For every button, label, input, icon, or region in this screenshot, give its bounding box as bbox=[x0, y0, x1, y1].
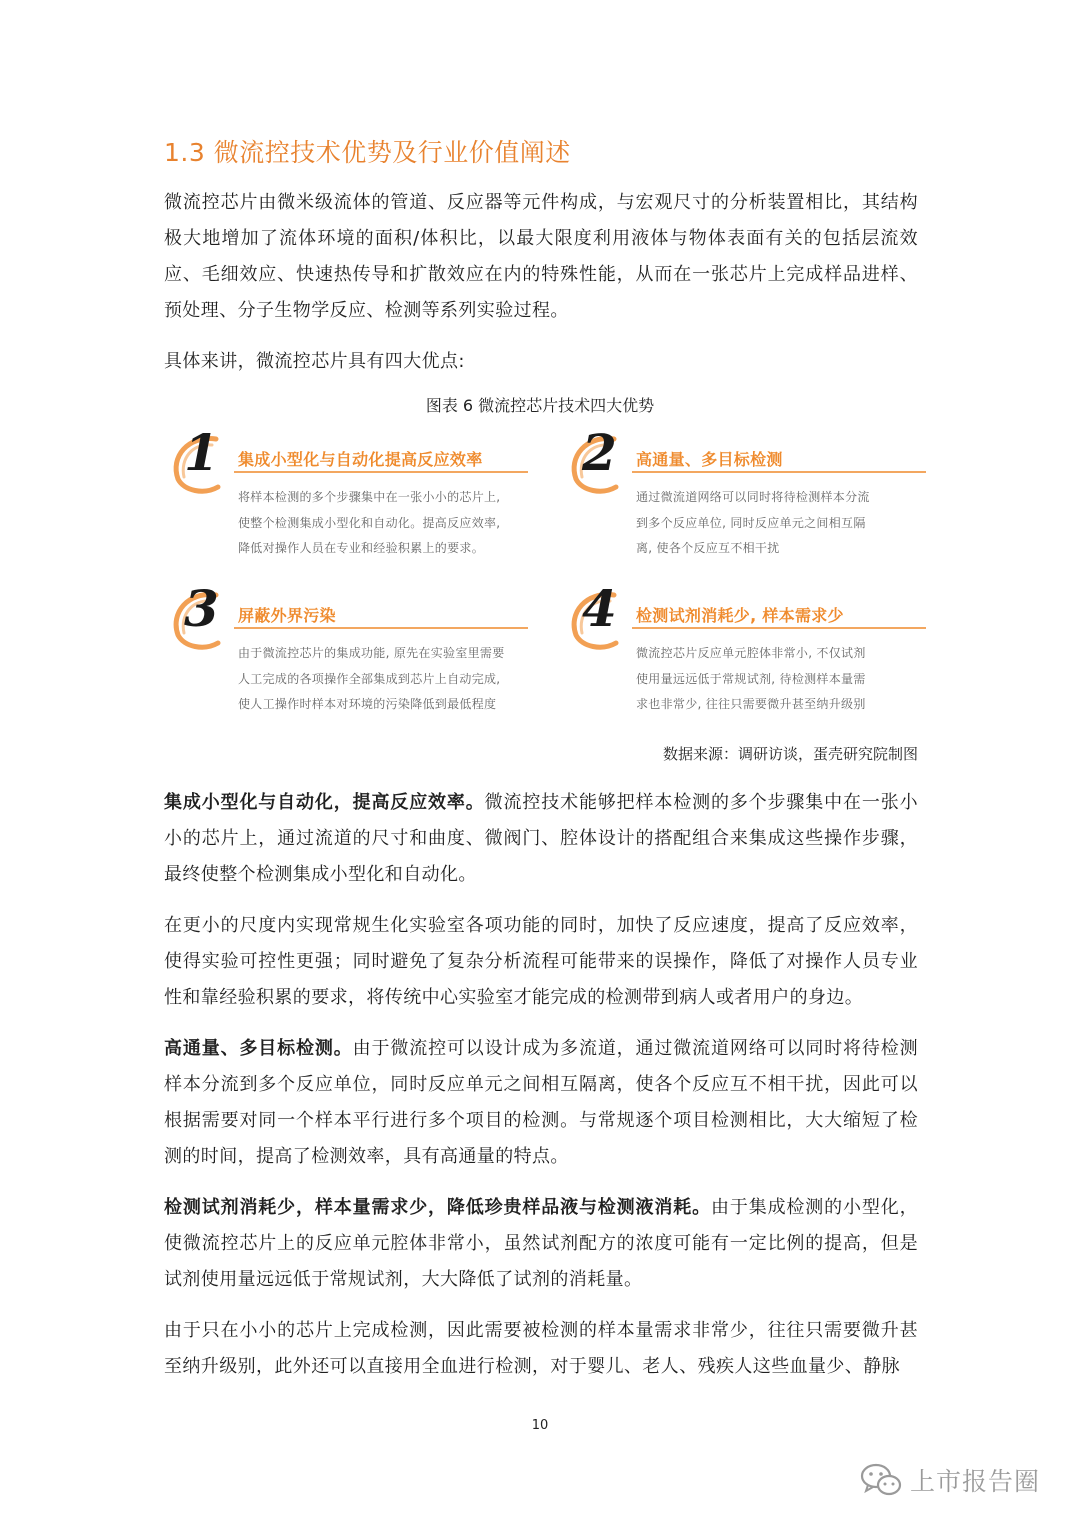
desc-line: 到多个反应单位, 同时反应单元之间相互隔 bbox=[636, 515, 866, 530]
watermark-text: 上市报告圈 bbox=[910, 1467, 1041, 1496]
item-number: 4 bbox=[582, 579, 617, 638]
item-number: 3 bbox=[184, 579, 219, 638]
advantage-item-1 bbox=[168, 423, 538, 567]
desc-line: 微流控芯片反应单元腔体非常小, 不仅试剂 bbox=[636, 646, 866, 660]
desc-line: 人工完成的各项操作全部集成到芯片上自动完成, bbox=[238, 671, 501, 686]
body-paragraph bbox=[164, 785, 918, 893]
number-badge bbox=[168, 423, 230, 497]
figure-caption: 图表 6 微流控芯片技术四大优势 bbox=[425, 396, 655, 415]
item-number: 1 bbox=[184, 423, 219, 482]
item-title: 检测试剂消耗少, 样本需求少 bbox=[636, 606, 844, 625]
divider bbox=[632, 627, 926, 629]
body-paragraph bbox=[164, 1313, 918, 1385]
desc-line: 求也非常少, 往往只需要微升甚至纳升级别 bbox=[636, 697, 866, 711]
number-badge bbox=[566, 423, 628, 497]
desc-line: 通过微流道网络可以同时将待检测样本分流 bbox=[636, 490, 870, 504]
advantage-item-3 bbox=[168, 579, 538, 723]
advantage-item-4 bbox=[566, 579, 936, 723]
advantages-figure bbox=[164, 425, 924, 725]
paragraph-text: 由于只在小小的芯片上完成检测，因此需要被检测的样本量需求非常少，往往只需要微升甚至纳升级别，此外还可以直接用全血进行检测，对于婴儿、老人、残疾人这些血量少、静脉 bbox=[164, 1320, 918, 1377]
body-paragraph bbox=[164, 908, 918, 1016]
section-heading: 1.3 微流控技术优势及行业价值阐述 bbox=[164, 138, 571, 167]
item-description bbox=[238, 641, 530, 718]
body-paragraph bbox=[164, 1190, 918, 1298]
desc-line: 使人工操作时样本对环境的污染降低到最低程度 bbox=[238, 697, 497, 711]
body-paragraph bbox=[164, 1031, 918, 1175]
desc-line: 由于微流控芯片的集成功能, 原先在实验室里需要 bbox=[238, 646, 505, 660]
watermark bbox=[860, 1460, 1040, 1500]
intro-lead: 具体来讲，微流控芯片具有四大优点: bbox=[164, 351, 465, 372]
number-badge bbox=[566, 579, 628, 653]
divider bbox=[632, 471, 926, 473]
advantage-item-2 bbox=[566, 423, 936, 567]
paragraph-text: 微流控技术能够把样本检测的多个步骤集中在一张小小的芯片上，通过流道的尺寸和曲度、微阀门、腔体设计的搭配组合来集成这些操作步骤，最终使整个检测集成小型化和自动化。 bbox=[164, 792, 918, 885]
divider bbox=[234, 471, 528, 473]
intro-paragraph: 微流控芯片由微米级流体的管道、反应器等元件构成，与宏观尺寸的分析装置相比，其结构极大地增加了流体环境的面积/体积比，以最大限度利用液体与物体表面有关的包括层流效应、毛细效应、快速热传导和扩散效应在内的特殊性能，从而在一张芯片上完成样品进样、预处理、分子生物学反应、检测等系列实验过程。 bbox=[164, 192, 918, 321]
desc-line: 使整个检测集成小型化和自动化。提高反应效率, bbox=[238, 515, 501, 530]
paragraph-lead: 高通量、多目标检测。 bbox=[164, 1038, 353, 1059]
item-description bbox=[238, 485, 530, 562]
paragraph-text: 由于集成检测的小型化，使微流控芯片上的反应单元腔体非常小，虽然试剂配方的浓度可能有一定比例的提高，但是试剂使用量远远低于常规试剂，大大降低了试剂的消耗量。 bbox=[164, 1197, 918, 1290]
item-title: 高通量、多目标检测 bbox=[636, 450, 783, 469]
item-description bbox=[636, 485, 928, 562]
page-number: 10 bbox=[531, 1418, 549, 1433]
desc-line: 使用量远远低于常规试剂, 待检测样本量需 bbox=[636, 671, 866, 686]
item-title: 屏蔽外界污染 bbox=[238, 606, 336, 625]
desc-line: 将样本检测的多个步骤集中在一张小小的芯片上, bbox=[238, 490, 501, 504]
divider bbox=[234, 627, 528, 629]
paragraph-text: 由于微流控可以设计成为多流道，通过微流道网络可以同时将待检测样本分流到多个反应单位，同时反应单元之间相互隔离，使各个反应互不相干扰，因此可以根据需要对同一个样本平行进行多个项目的检测。与常规逐个项目检测相比，大大缩短了检测的时间，提高了检测效率，具有高通量的特点。 bbox=[164, 1038, 919, 1167]
paragraph-lead: 检测试剂消耗少，样本量需求少，降低珍贵样品液与检测液消耗。 bbox=[164, 1197, 711, 1218]
item-title: 集成小型化与自动化提高反应效率 bbox=[238, 450, 483, 469]
paragraph-lead: 集成小型化与自动化，提高反应效率。 bbox=[164, 792, 485, 813]
figure-source: 数据来源：调研访谈，蛋壳研究院制图 bbox=[662, 745, 918, 763]
wechat-icon bbox=[860, 1462, 902, 1498]
number-badge bbox=[168, 579, 230, 653]
paragraph-text: 在更小的尺度内实现常规生化实验室各项功能的同时，加快了反应速度，提高了反应效率，使得实验可控性更强；同时避免了复杂分析流程可能带来的误操作，降低了对操作人员专业性和靠经验积累的要求，将传统中心实验室才能完成的检测带到病人或者用户的身边。 bbox=[164, 915, 918, 1008]
desc-line: 离, 使各个反应互不相干扰 bbox=[636, 541, 780, 555]
item-number: 2 bbox=[582, 423, 617, 482]
desc-line: 降低对操作人员在专业和经验积累上的要求。 bbox=[238, 541, 485, 555]
item-description bbox=[636, 641, 928, 718]
